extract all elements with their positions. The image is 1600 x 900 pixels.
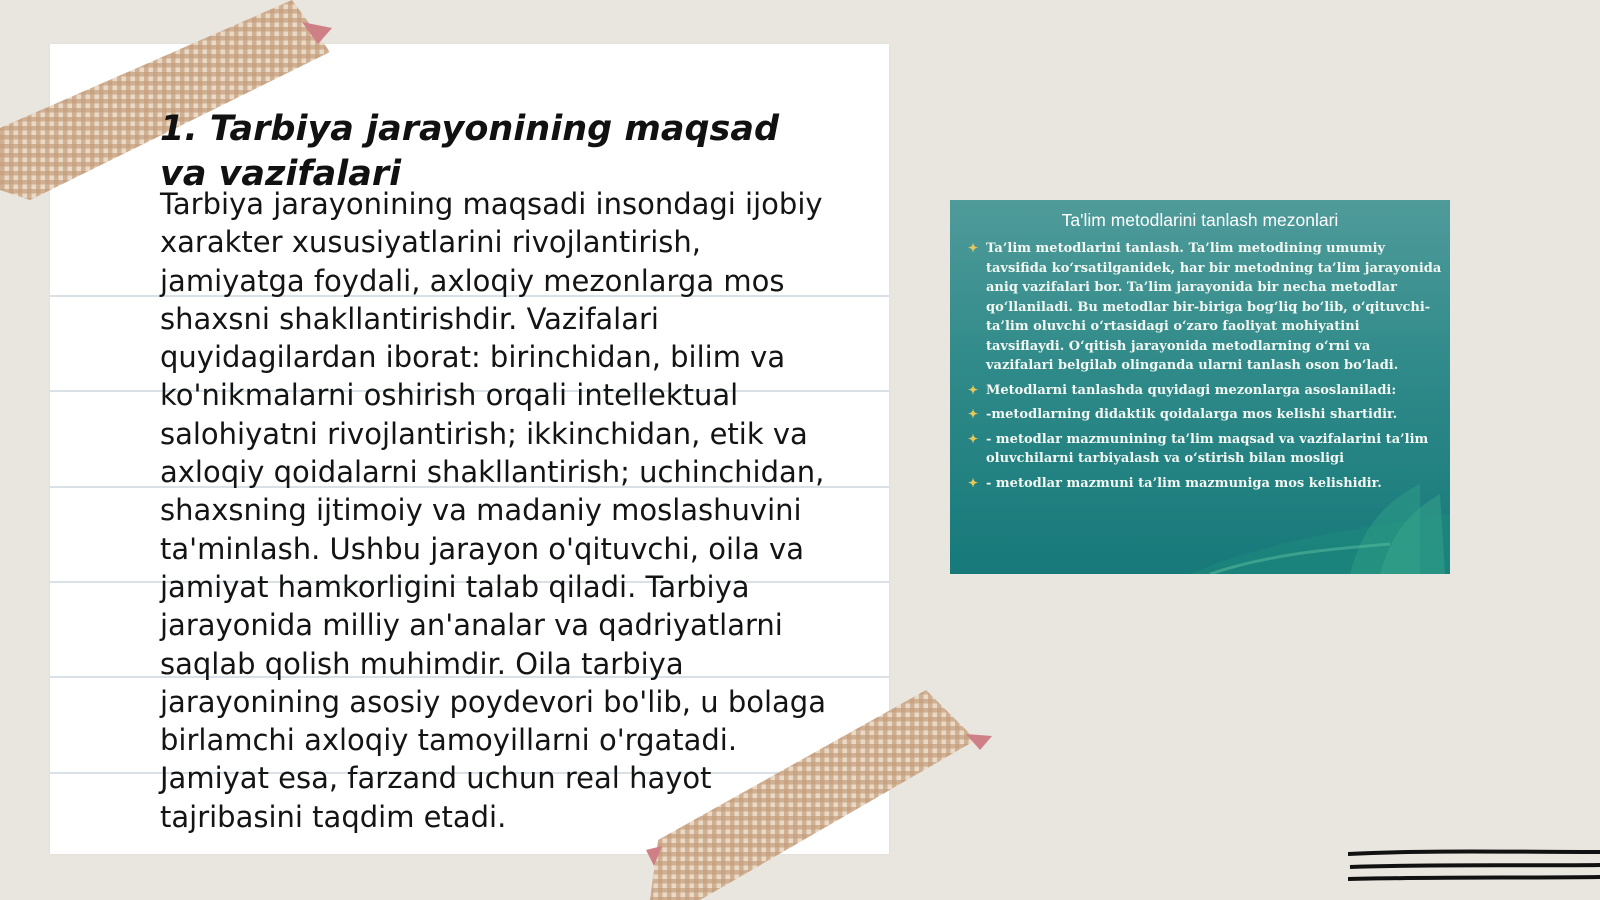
slide-wave-decoration: [950, 454, 1450, 574]
slide-list-item: ✦ - metodlar mazmuni ta’lim mazmuniga mos kelishidir.: [968, 474, 1442, 494]
star-bullet-icon: ✦: [968, 431, 979, 446]
slide-title: Ta'lim metodlarini tanlash mezonlari: [1061, 210, 1339, 230]
embedded-slide-image: [950, 200, 1450, 574]
slide-list-item: ✦ Metodlarni tanlashda quyidagi mezonlarga asoslaniladi:: [968, 381, 1442, 401]
star-bullet-icon: ✦: [968, 407, 979, 421]
section-heading: 1. Tarbiya jarayonining maqsad va vazifalari: [160, 109, 780, 194]
star-bullet-icon: ✦: [968, 475, 979, 490]
decorative-stripes: [1348, 848, 1600, 890]
body-paragraph: Tarbiya jarayonining maqsadi insondagi ijobiy xarakter xususiyatlarini rivojlantirish, jamiyatga foydali, axloqiy mezonlarga mos shaxsni shakllantirishdir. Vazifalari quyidagilardan iborat: birinchidan, bilim va ko'nikmalarni oshirish orqali intellektual salohiyatni rivojlantirish; ikkinchidan, etik va axloqiy qoidalarni shakllantirish; uchinchidan, shaxsning ijtimoiy va madaniy moslashuvini ta'minlash. Ushbu jarayon o'qituvchi, oila va jamiyat hamkorligini talab qiladi. Tarbiya jarayonida milliy an'analar va qadriyatlarni saqlab qolish muhimdir. Oila tarbiya jarayonining asosiy poydevori bo'lib, u bolaga birlamchi axloqiy tamoyillarni o'rgatadi. Jamiyat esa, farzand uchun real hayot tajribasini taqdim etadi.: [160, 187, 826, 834]
slide-list-item: ✦ -metodlarning didaktik qoidalarga mos kelishi shartidir.: [968, 405, 1442, 425]
slide-list-item: ✦ - metodlar mazmunining ta’lim maqsad va vazifalarini ta’lim oluvchilarni tarbiyalash va o‘stirish bilan mosligi: [968, 431, 1429, 466]
washi-tape-bottom: [640, 690, 1000, 900]
star-bullet-icon: ✦: [968, 382, 979, 397]
star-bullet-icon: ✦: [968, 241, 979, 255]
slide-list-item: ✦ Ta’lim metodlarini tanlash. Ta’lim metodining umumiy tavsifida ko‘rsatilganidek, har bir metodning ta’lim jarayonida aniq vazifalari bor. Ta’lim jarayonida bir necha metodlar qo‘llaniladi. Bu metodlar bir-biriga bog‘liq bo‘lib, o‘qituvchi-ta’lim oluvchi o‘rtasidagi o‘zaro faoliyat mohiyatini tavsiflaydi. O‘qitish jarayonida metodlarning o‘rni va vazifalari belgilab olinganda ularni tanlash oson bo‘ladi.: [968, 241, 1442, 373]
